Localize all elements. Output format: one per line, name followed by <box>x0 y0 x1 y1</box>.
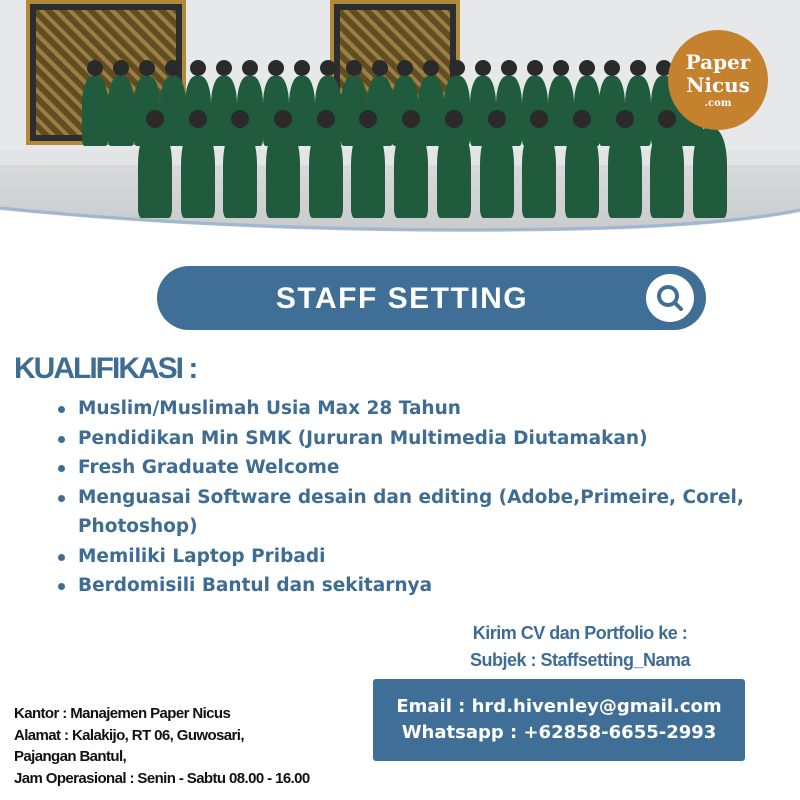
photo-person-head <box>527 60 543 76</box>
photo-person-head <box>553 60 569 76</box>
qualifications-title: KUALIFIKASI : <box>14 352 197 385</box>
photo-person-head <box>320 60 336 76</box>
logo-line-1: Paper <box>685 50 751 74</box>
photo-person-head <box>346 60 362 76</box>
photo-person-head <box>501 60 517 76</box>
paper-nicus-logo <box>668 30 768 130</box>
search-icon <box>646 274 694 322</box>
staff-setting-banner <box>157 266 706 330</box>
contact-box <box>373 679 745 761</box>
photo-person-head <box>165 60 181 76</box>
photo-person <box>82 76 108 146</box>
photo-person-head <box>445 110 463 128</box>
photo-person-head <box>189 110 207 128</box>
office-name: Kantor : Manajemen Paper Nicus <box>14 705 231 722</box>
photo-person-head <box>274 110 292 128</box>
list-item: Berdomisili Bantul dan sekitarnya <box>56 571 776 601</box>
search-button[interactable] <box>646 274 694 322</box>
photo-person-head <box>475 60 491 76</box>
photo-person-head <box>139 60 155 76</box>
photo-person-head <box>146 110 164 128</box>
send-line-1: Kirim CV dan Portfolio ke : <box>472 623 688 643</box>
photo-person-head <box>268 60 284 76</box>
photo-person <box>108 76 134 146</box>
contact-whatsapp[interactable]: Whatsapp : +62858-6655-2993 <box>401 722 717 743</box>
photo-person-head <box>113 60 129 76</box>
list-item: Memiliki Laptop Pribadi <box>56 542 776 572</box>
logo-line-2: Nicus <box>686 73 750 97</box>
photo-person-head <box>616 110 634 128</box>
photo-person-head <box>87 60 103 76</box>
list-item: Muslim/Muslimah Usia Max 28 Tahun <box>56 394 776 424</box>
wave-divider <box>0 200 800 260</box>
contact-email[interactable]: Email : hrd.hivenley@gmail.com <box>396 696 722 717</box>
office-address: Alamat : Kalakijo, RT 06, Guwosari, <box>14 726 244 744</box>
logo-line-3: .com <box>704 98 732 109</box>
office-address-city: Pajangan Bantul, <box>14 748 127 765</box>
office-hours: Jam Operasional : Senin - Sabtu 08.00 - 16.00 <box>14 769 310 787</box>
photo-person-head <box>294 60 310 76</box>
photo-person-head <box>579 60 595 76</box>
photo-person-head <box>573 110 591 128</box>
photo-person-head <box>488 110 506 128</box>
banner-title: STAFF SETTING <box>275 282 529 315</box>
send-subject: Subjek : Staffsetting_Nama <box>469 650 691 670</box>
list-item: Menguasai Software desain dan editing (Adobe,Primeire, Corel, Photoshop) <box>56 483 776 542</box>
photo-person-head <box>372 60 388 76</box>
qualifications-list <box>56 394 776 601</box>
list-item: Fresh Graduate Welcome <box>56 453 776 483</box>
send-instructions <box>420 620 740 674</box>
list-item: Pendidikan Min SMK (Jururan Multimedia Diutamakan) <box>56 424 776 454</box>
photo-person-head <box>317 110 335 128</box>
office-info <box>14 703 310 789</box>
